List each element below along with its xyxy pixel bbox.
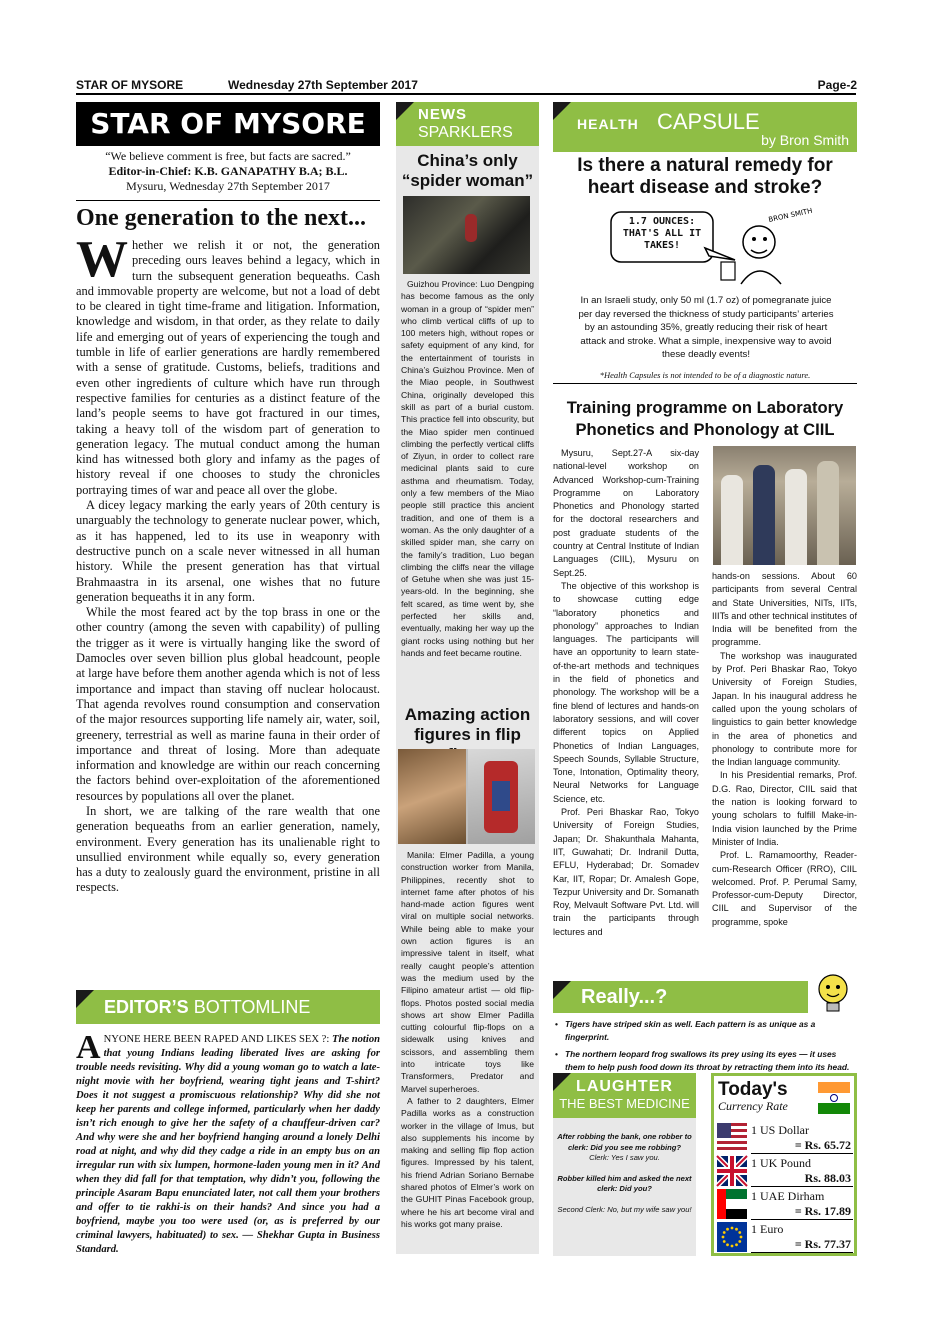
cartoon-bubble-text: 1.7 OUNCES: THAT'S ALL IT TAKES! — [622, 216, 702, 251]
joke-line: Clerk: Yes I saw you. — [589, 1153, 660, 1163]
bottomline-label-bold: EDITOR’S — [104, 997, 189, 1017]
editorial-paragraph: A dicey legacy marking the early years of 20th century is unarguably the technology to generate nuclear power, which, as it has happened, led to its use in weaponry with destructive punch on a scale never witnessed in all human history. While the present generation has that virtual Brahmaastra in its arsenal, one wishes that no future generation bequeaths it in any form. — [76, 498, 380, 604]
training-photo — [713, 446, 856, 565]
editorial-title: One generation to the next... — [76, 205, 366, 231]
eu-flag-icon — [717, 1222, 747, 1252]
masthead-info — [76, 149, 380, 194]
joke-line: Robber killed him and asked the next clerk: Did you? — [557, 1173, 692, 1194]
india-flag-icon — [818, 1082, 850, 1114]
training-paragraph: The objective of this workshop is to showcase cutting edge “laboratory phonetics and phonology” approaches to Indian languages. The participants will have an opportunity to learn state-of-the-art methods and techniques in the field of phonetics and phonology. The workshop will be a fine blend of lectures and hands-on laboratory sessions, and will cover different topics on Applied Phonetics of Indian Languages, Speech Sounds, Syllable Structure, Tone, Intonation, Optimality theory, Neural Networks for Language Science, etc. — [553, 580, 699, 804]
training-column-2 — [712, 570, 857, 929]
lightbulb-icon — [812, 971, 854, 1019]
editorial-body — [76, 231, 380, 896]
editorial-paragraph: hether we relish it or not, the generation preceding ours leaves behind a legacy, which in turn the subsequent generation bequeaths. Cash and immovable property are welcome, but not a load of debt to be cleared in tight time-frame and litigation. Information, knowledge and wisdom, in that order, as they relate to daily life and emerging out of years of experiencing the tough and tumble in life of earlier generations are hardly remembered with a sense of gratitude. Customs, beliefs, traditions and even other ingredients of culture which have run through respective families for centuries as a distinct feature of the land’s people seems to have got fractured in our times, taking a heavy toll of the wisdom part of generation to generation legacy. The mutual conduct among the human kind has witnessed both glory and infamy as the pages of history reveal if one chooses to study the chronicles portraying times of war and peace all over the globe. — [76, 238, 380, 497]
editorial-paragraph: In short, we are talking of the rare wealth that one generation bequeaths from an earlier generation, namely, environment. Every generation has its unalienable right to unsullied environment while equally so, every generation has a duty to zealously guard the environment, pristine in all respects. — [76, 803, 380, 895]
cartoon-tag: BRON SMITH — [767, 206, 814, 224]
masthead-motto: “We believe comment is free, but facts are sacred.” — [105, 149, 351, 163]
header-rule — [76, 93, 856, 95]
bottomline-label: BOTTOMLINE — [193, 997, 311, 1017]
currency-value: Rs. 88.03 — [804, 1171, 851, 1185]
health-body: In an Israeli study, only 50 ml (1.7 oz) of pomegranate juice per day reversed the thickness of study participants’ arteries by an astounding 35%, greatly reducing their risk of heart attack and stroke. What a simple, inexpensive way to avoid these deadly events! — [578, 295, 834, 361]
masthead-editor: Editor-in-Chief: K.B. GANAPATHY B.A; B.L. — [108, 164, 348, 178]
health-capsule-banner — [553, 102, 857, 152]
training-paragraph: Prof. Peri Bhaskar Rao, Tokyo University of Foreign Studies, Japan; Dr. Shakunthala Mahanta, IIT, Guwahati; Dr. Indranil Dutta, EFLU, Hyderabad; Dr. Somadev Kar, IIT, Ropar; Dr. Amalesh Gope, Tezpur University and Dr. Somanath Roy, Melvault Software Pvt. Ltd. will train the participants through lectures and — [553, 807, 699, 937]
list-item: • Tigers have striped skin as well. Each pattern is as unique as a fingerprint. — [555, 1018, 857, 1044]
joke-line: Second Clerk: No, but my wife saw you! — [557, 1204, 692, 1214]
divider — [553, 383, 857, 384]
health-byline: by Bron Smith — [761, 132, 849, 148]
really-list — [555, 1018, 857, 1078]
currency-name: 1 Euro — [751, 1222, 784, 1236]
header-paper-name: STAR OF MYSORE — [76, 78, 184, 92]
story-body-action-figures — [401, 849, 534, 1230]
bottomline-text: The notion that young Indians leading liberated lives are asking for trouble needs revisiting. Why did a young woman go to watch a late-night movie with her boyfriend, wearing tight jeans and T-shirt? Does it not suggest a promiscuous relationship? Why did she not keep her parents and college informed, particularly when her daddy isn’t rich enough to give her the safety of a chauffeur-driven car? And why were she and her boyfriend hanging around a lonely Delhi road at night, and why did they cadge a ride in an empty bus on an irregular run with six lumpen, hormone-laden young men in it? And when they did fall for that temptation, why didn’t you, following the principle Asaram Bapu enunciated later, not call them your brothers and offer to tie rakhi-is on their hands? And since you had a boyfriend, maybe you too were used (or, as is preferred by our criminal lawyers, habituated) to sex. — Shekhar Gupta in Business Standard. — [76, 1034, 381, 1255]
masthead-logo: STAR OF MYSORE — [76, 102, 380, 146]
currency-row-usd — [717, 1123, 853, 1155]
currency-row-eur — [717, 1222, 853, 1254]
health-cartoon — [609, 206, 814, 286]
bottomline-body — [76, 1029, 381, 1257]
currency-value: = Rs. 65.72 — [794, 1138, 851, 1152]
training-paragraph: In his Presidential remarks, Prof. D.G. Rao, Director, CIIL said that the nation is looking forward to young scholars to fulfill Make-in-India vision launched by the Prime Minister of India. — [712, 770, 857, 847]
training-paragraph: Mysuru, Sept.27-A six-day national-level workshop on Advanced Workshop-cum-Training Programme on Laboratory Phonetics and Phonology started for the doctoral researchers and post graduate students of the country at Central Institute of Indian Languages (CIIL), Mysuru on Sept.25. — [553, 448, 699, 578]
sparklers-label: SPARKLERS — [418, 124, 513, 141]
currency-row-aed — [717, 1189, 853, 1221]
training-title: Training programme on Laboratory Phonetics and Phonology at CIIL — [566, 398, 844, 439]
capsule-label: CAPSULE — [657, 109, 760, 134]
bottomline-lead: NYONE HERE BEEN RAPED AND LIKES SEX ?: — [103, 1034, 330, 1045]
training-paragraph: The workshop was inaugurated by Prof. Peri Bhaskar Rao, Tokyo University of Foreign Studies, Japan. In his inaugural address he called upon the young scholars of linguistics to gain better knowledge in the area of phonetics and phonology to contribute more for the Indian language community. — [712, 650, 857, 768]
laughter-label: LAUGHTER — [576, 1078, 673, 1095]
action-figures-photo — [398, 749, 535, 844]
currency-name: 1 UK Pound — [751, 1156, 812, 1170]
currency-row-gbp — [717, 1156, 853, 1188]
editorial-dropcap: W — [76, 231, 128, 288]
health-disclaimer: *Health Capsules is not intended to be of a diagnostic nature. — [599, 370, 811, 380]
laughter-banner — [553, 1073, 696, 1118]
story-title-spider-woman: China’s only “spider woman” — [401, 151, 534, 190]
list-item: • The northern leopard frog swallows its prey using its eyes — it uses them to help push food down its throat by retracting them into its head. — [555, 1048, 857, 1074]
news-label: NEWS — [418, 106, 467, 123]
divider — [76, 200, 380, 201]
editorial-paragraph: While the most feared act by the top brass in one or the other country (among the seven with capability) of pulling the trigger as it were is virtually hanging like the sword of Damocles over seven billion plus global headcount, people at large have before them another agenda which is not of less importance and impact than staving off nuclear holocaust. That agenda revolves round consumption and conservation of the major resources supporting life namely air, water, soil, greenery, terrestrial as well as marine fauna in their order of importance and threat of losing. More than adequate information and knowledge are within our reach concerning the factors behind over-exploitation of the aforementioned resources by populations all over the planet. — [76, 605, 380, 803]
story-paragraph: Manila: Elmer Padilla, a young construction worker from Manila, Philippines, recently shot to internet fame after photos of his hand-made action figures went viral on multiple social networks. While being able to make your own action figures is an impressive talent in itself, what really caught people’s attention was the medium used by the Filipino amateur artist — old flip-flops. Photos posted social media shows art show Elmer Padilla cutting colourful flip-flops on a sidewalk using knives and scissors, and assembling them into intricate toys like Transformers, Predator and Marvel superheroes. — [401, 850, 534, 1094]
bottomline-banner — [76, 990, 380, 1024]
story-title-action-figures: Amazing action figures in flip — [404, 705, 531, 744]
story-paragraph: Guizhou Province: Luo Dengping has become famous as the only woman in a group of “spider men” who climb vertical cliffs of up to 100 meters high, without ropes or safety equipment of any kind, for the entertainment of tourists in China’s Guizhou Province. Men of the Miao people, in Southwest China, originally developed this skill as part of a burial custom. This practice fell into obscurity, but the Miao spider men continued climbing the perfectly vertical cliffs of Ziyun, in order to collect rare medicinal plants said to cure asthma and rheumatism. Today, only a few members of the Miao people still practice this ancient tradition, and one of them is a woman. As the only daughter of a skilled spider man, she carry on the family’s tradition, Luo began climbing the cliffs near the village of Getuhe when she was just 15-years-old. In the beginning, she felt scared, as time went by, she perfected her skills and, eventually, making her way up the giant rocks using nothing but her hands and feet became routine. — [401, 279, 534, 658]
news-sparklers-banner — [396, 102, 539, 146]
spider-woman-photo — [403, 196, 530, 274]
currency-name: 1 US Dollar — [751, 1123, 809, 1137]
training-column-1 — [553, 447, 699, 939]
bottomline-dropcap: A — [76, 1029, 101, 1066]
training-paragraph: Prof. L. Ramamoorthy, Reader-cum-Research Officer (RRO), CIIL welcomed. Prof. P. Perumal Samy, Professor-cum-Deputy Director, CIIL and Supervisor of the programme, spoke — [712, 850, 857, 927]
story-paragraph: A father to 2 daughters, Elmer Padilla works as a construction worker in the village of Imus, but also supplements his income by making and selling flip flop action figures. Impressed by his talent, his friend Adrian Soriano Bernabe shared photos of Elmer’s work on the GUHIT Pinas Facebook group, where he his art become viral and his works got many praise. — [401, 1095, 534, 1229]
best-medicine-label: THE BEST MEDICINE — [559, 1096, 690, 1111]
currency-name: 1 UAE Dirham — [751, 1189, 825, 1203]
uae-flag-icon — [717, 1189, 747, 1219]
masthead-dateline: Mysuru, Wednesday 27th September 2017 — [126, 179, 330, 193]
really-label: Really...? — [581, 986, 668, 1008]
header-date: Wednesday 27th September 2017 — [228, 78, 418, 92]
joke-line: After robbing the bank, one robber to clerk: Did you see me robbing? — [557, 1132, 692, 1152]
currency-subtitle: Currency Rate — [718, 1099, 788, 1113]
us-flag-icon — [717, 1123, 747, 1153]
laughter-joke — [556, 1132, 693, 1216]
currency-title: Today's — [718, 1079, 788, 1100]
health-label: HEALTH — [577, 116, 639, 132]
uk-flag-icon — [717, 1156, 747, 1186]
health-title: Is there a natural remedy for heart disease and stroke? — [577, 155, 833, 198]
header-page-number: Page-2 — [817, 78, 857, 92]
really-banner — [553, 981, 808, 1013]
currency-value: = Rs. 17.89 — [794, 1204, 851, 1218]
currency-value: = Rs. 77.37 — [794, 1237, 851, 1251]
training-paragraph: hands-on sessions. About 60 participants from several Central and State Universities, NITs, IITs, IIITs and other technical institutes of India will be benefited from the programme. — [712, 571, 857, 648]
story-body-spider-woman — [401, 278, 534, 659]
